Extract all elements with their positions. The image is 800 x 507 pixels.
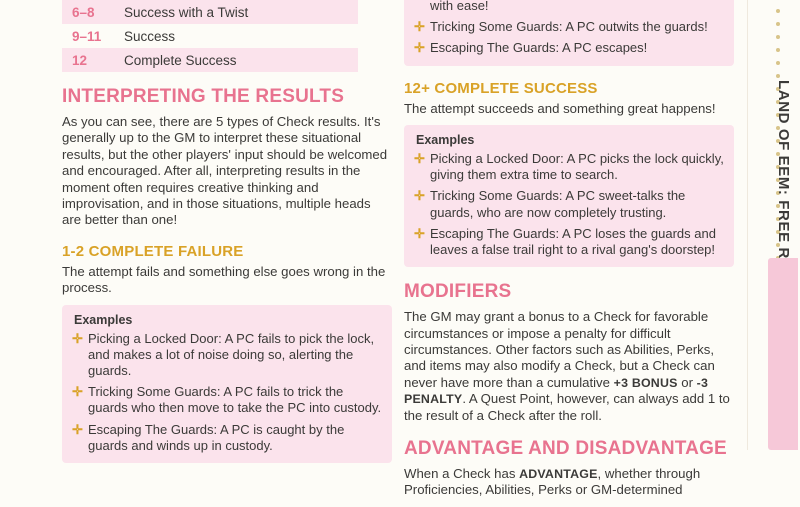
list-item-clipped	[414, 0, 724, 14]
result-range: 6–8	[72, 4, 95, 20]
complete-success-body-text: The attempt succeeds and something great happens!	[404, 100, 716, 116]
success-examples-box-clipped	[404, 0, 734, 66]
table-row	[62, 24, 358, 48]
list-item	[414, 188, 724, 220]
complete-failure-examples-box	[62, 305, 392, 463]
plus-bullet-icon: ✛	[72, 384, 83, 400]
bonus-label: +3 BONUS	[613, 375, 678, 390]
advantage-text-part2: , whether through Proficiencies, Abilities, Perks or GM-determined	[404, 466, 701, 498]
heading-complete-failure: 1-2 COMPLETE FAILURE	[62, 242, 244, 260]
list-item	[414, 40, 724, 56]
list-item	[414, 19, 724, 35]
list-item	[414, 151, 724, 183]
modifiers-text-part1: The GM may grant a bonus to a Check for favorable circumstances or impose a penalty for difficult circumstances. Other factors such as Abilities, Perks, and items may also modify a Check, but a Check can never have more than a cumulative	[404, 309, 715, 390]
heading-complete-success: 12+ COMPLETE SUCCESS	[404, 79, 598, 97]
right-column	[404, 0, 734, 507]
plus-bullet-icon: ✛	[72, 421, 83, 437]
list-item-text: Picking a Locked Door: A PC fails to pick the lock, and makes a lot of noise doing so, alerting the guards.	[88, 330, 375, 379]
list-item-text: with ease!	[430, 0, 489, 13]
side-chapter-tab-label: LAND OF EEM: FREE R	[775, 80, 792, 259]
heading-modifiers: MODIFIERS	[404, 281, 512, 303]
list-item	[72, 422, 382, 454]
left-column	[62, 0, 392, 467]
plus-bullet-icon: ✛	[414, 188, 425, 204]
list-item-text: Escaping The Guards: A PC is caught by the guards and winds up in custody.	[88, 421, 345, 453]
result-label: Complete Success	[124, 52, 237, 68]
list-item-text: Tricking Some Guards: A PC sweet-talks the guards, who are now completely trusting.	[430, 188, 686, 220]
advantage-text-part1: When a Check has	[404, 466, 520, 482]
plus-bullet-icon: ✛	[72, 330, 83, 346]
list-item-text: Escaping The Guards: A PC loses the guards and leaves a false trail right to a rival gang's doorstep!	[430, 225, 716, 258]
complete-success-examples-box	[404, 125, 734, 267]
table-row	[62, 48, 358, 72]
result-label: Success with a Twist	[124, 4, 249, 20]
modifiers-text-or: or	[677, 374, 697, 390]
advantage-label: ADVANTAGE	[519, 467, 598, 482]
modifiers-text-part2: . A Quest Point, however, can always add 1 to the result of a Check after the roll.	[404, 391, 730, 423]
list-item-text: Tricking Some Guards: A PC fails to trick the guards who then move to take the PC into custody.	[88, 384, 382, 416]
penalty-label: -3 PENALTY	[404, 375, 709, 407]
examples-list	[414, 151, 724, 258]
heading-advantage-and-disadvantage: ADVANTAGE AND DISADVANTAGE	[404, 438, 727, 460]
result-range: 9–11	[72, 28, 102, 44]
interpreting-body-text: As you can see, there are 5 types of Check results. It's generally up to the GM to interpret these situational results, but the other players' input should be welcomed and encouraged. After all, interpreting results in the moment often requires creative thinking and improvisation, and in those situations, multiple heads are better than one!	[62, 114, 388, 228]
plus-bullet-icon: ✛	[414, 151, 425, 167]
advantage-body-text	[404, 466, 734, 499]
examples-title: Examples	[74, 312, 133, 327]
heading-interpreting-the-results: INTERPRETING THE RESULTS	[62, 86, 345, 107]
side-chapter-tab	[768, 258, 798, 450]
check-results-table	[62, 0, 358, 72]
examples-list	[414, 0, 724, 57]
list-item	[72, 384, 382, 416]
examples-title: Examples	[416, 133, 475, 148]
complete-failure-body-text: The attempt fails and something else goes wrong in the process.	[62, 263, 386, 296]
result-label: Success	[124, 28, 176, 44]
table-row	[62, 0, 358, 24]
result-range: 12	[72, 52, 88, 68]
list-item	[72, 331, 382, 380]
list-item-text: Picking a Locked Door: A PC picks the lock quickly, giving them extra time to search.	[430, 151, 724, 183]
modifiers-body-text	[404, 309, 734, 424]
list-item-text: Escaping The Guards: A PC escapes!	[430, 40, 648, 56]
plus-bullet-icon: ✛	[414, 19, 425, 35]
plus-bullet-icon: ✛	[414, 40, 425, 56]
list-item-text: Tricking Some Guards: A PC outwits the guards!	[430, 19, 708, 35]
plus-bullet-icon: ✛	[414, 225, 425, 241]
list-item	[414, 226, 724, 258]
examples-list	[72, 331, 382, 454]
